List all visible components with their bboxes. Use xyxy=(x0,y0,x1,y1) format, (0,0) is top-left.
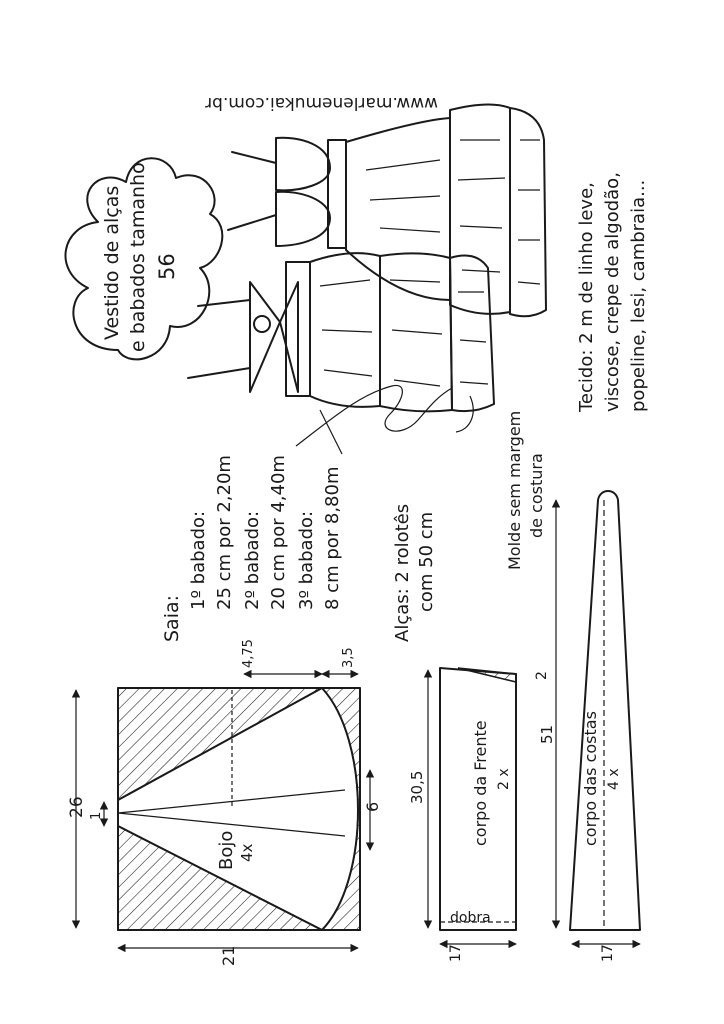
straps-line2: com 50 cm xyxy=(416,511,437,612)
back-count: 4 x xyxy=(606,768,622,790)
ruffle1-size: 25 cm por 2,20m xyxy=(214,455,235,610)
front-dim-length: 30,5 xyxy=(408,770,426,804)
front-dim-slope: 2 xyxy=(534,671,550,680)
bojo-name: Bojo xyxy=(216,830,237,870)
fabric-line3: popeline, lesi, cambraia... xyxy=(628,179,649,412)
front-body-piece xyxy=(408,668,550,962)
bojo-dim-width: 21 xyxy=(219,945,238,966)
dress-back-illustration xyxy=(228,104,546,316)
back-body-piece xyxy=(538,491,640,962)
dress-front-illustration xyxy=(188,253,494,411)
bojo-dim-height: 26 xyxy=(67,796,87,818)
bojo-dim-dart: 6 xyxy=(363,801,382,812)
seam-line1: Molde sem margem xyxy=(505,410,524,570)
title-cloud xyxy=(65,158,222,359)
ruffle1-label: 1º babado: xyxy=(188,510,209,610)
title-line1: Vestido de alças xyxy=(101,185,123,340)
back-name: corpo das costas xyxy=(581,711,600,846)
back-dim-width: 17 xyxy=(600,944,616,962)
ruffle3-size: 8 cm por 8,80m xyxy=(322,466,343,610)
website-text-group xyxy=(205,93,438,113)
bojo-count: 4x xyxy=(238,843,256,862)
front-dim-width: 17 xyxy=(448,944,464,962)
back-dim-length: 51 xyxy=(538,724,556,744)
front-fold-label: dobra xyxy=(450,910,491,926)
seam-note xyxy=(505,411,546,570)
fabric-line1: Tecido: 2 m de linho leve, xyxy=(576,182,597,412)
signature xyxy=(296,385,473,454)
title-size: 56 xyxy=(155,253,179,280)
skirt-heading: Saia: xyxy=(161,594,183,642)
ruffle2-label: 2º babado: xyxy=(242,510,263,610)
fabric-note xyxy=(576,172,649,413)
seam-line2: de costura xyxy=(527,453,546,538)
front-name: corpo da Frente xyxy=(471,720,490,846)
bojo-piece xyxy=(67,639,382,966)
bojo-dim-b: 3,5 xyxy=(341,647,356,668)
front-count: 2 x xyxy=(496,768,512,790)
straps-note xyxy=(392,504,437,642)
ruffle2-size: 20 cm por 4,40m xyxy=(268,455,289,610)
title-line2: e babados tamanho xyxy=(127,162,149,352)
fabric-line2: viscose, crepe de algodão, xyxy=(602,172,623,412)
skirt-notes xyxy=(161,455,343,642)
bojo-dim-top: 1 xyxy=(89,811,104,820)
bojo-dim-a: 4,75 xyxy=(241,639,256,668)
website-url: www.marlenemukai.com.br xyxy=(205,93,438,113)
ruffle3-label: 3º babado: xyxy=(296,510,317,610)
straps-line1: Alças: 2 rolotês xyxy=(392,503,413,642)
